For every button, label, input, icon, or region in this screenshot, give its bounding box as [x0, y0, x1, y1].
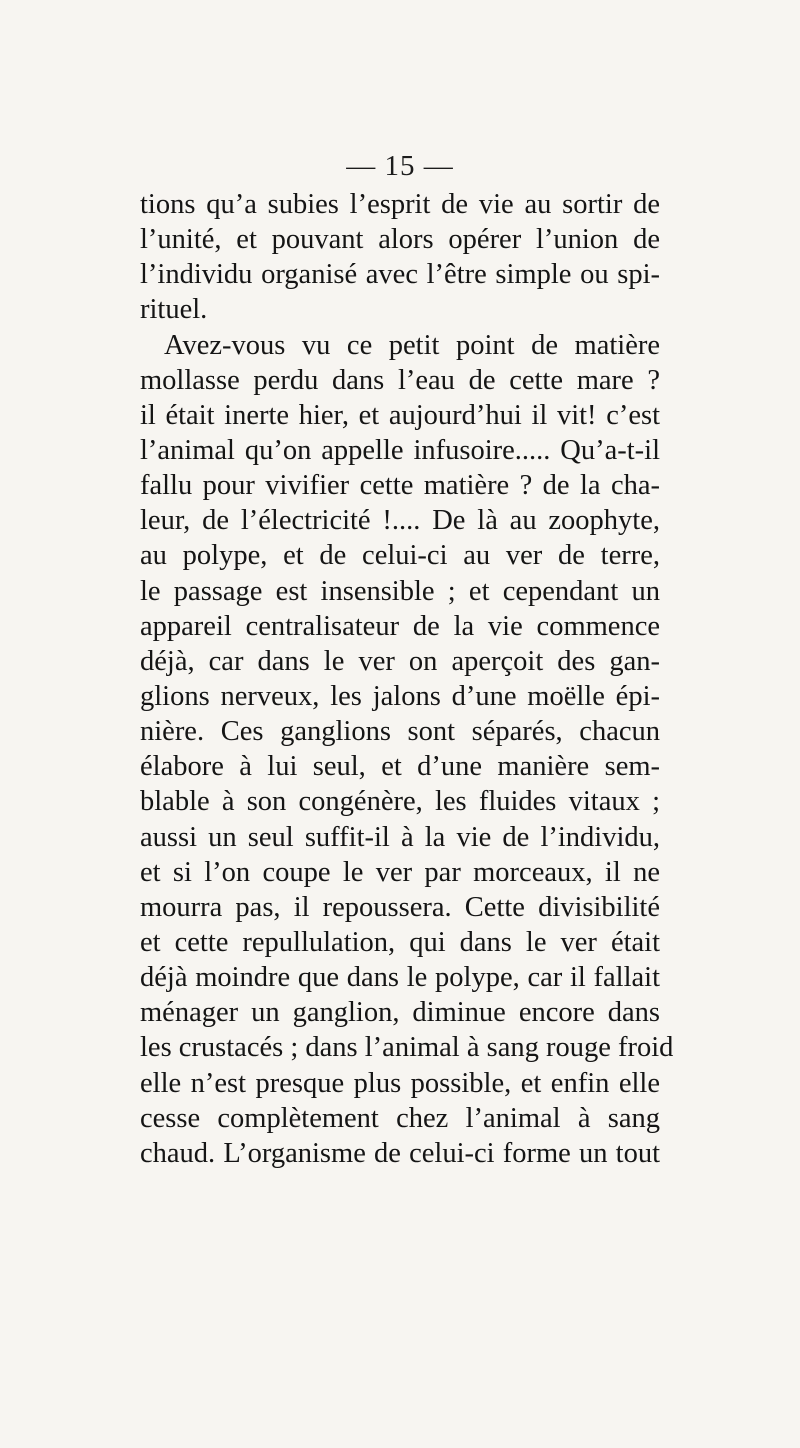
text-line: cesse complètement chez l’animal à sang	[140, 1102, 660, 1134]
text-line: et cette repullulation, qui dans le ver était	[140, 926, 660, 958]
text-line: élabore à lui seul, et d’une manière sem-	[140, 751, 660, 783]
page-number: — 15 —	[346, 150, 454, 182]
text-line: le passage est insensible ; et cependant un	[140, 575, 660, 607]
text-line: aussi un seul suffit-il à la vie de l’individu,	[140, 821, 660, 853]
text-line: elle n’est presque plus possible, et enfin elle	[140, 1067, 660, 1099]
text-line: chaud. L’organisme de celui-ci forme un tout	[140, 1137, 660, 1169]
text-line: l’individu organisé avec l’être simple ou spi-	[140, 259, 660, 291]
text-line: fallu pour vivifier cette matière ? de la cha-	[140, 470, 660, 502]
text-line: au polype, et de celui-ci au ver de terre,	[140, 540, 660, 572]
text-line: l’animal qu’on appelle infusoire..... Qu’a-t-il	[140, 434, 660, 466]
text-line: mourra pas, il repoussera. Cette divisibilité	[140, 891, 660, 923]
body-text	[140, 187, 674, 1171]
text-line: glions nerveux, les jalons d’une moëlle épi-	[140, 680, 660, 712]
text-line: déjà moindre que dans le polype, car il fallait	[140, 962, 660, 994]
text-line: mollasse perdu dans l’eau de cette mare ?	[140, 364, 660, 396]
text-line: l’unité, et pouvant alors opérer l’union de	[140, 224, 660, 256]
text-line: déjà, car dans le ver on aperçoit des gan-	[140, 645, 660, 677]
text-line: nière. Ces ganglions sont séparés, chacun	[140, 716, 660, 748]
text-line: et si l’on coupe le ver par morceaux, il ne	[140, 856, 660, 888]
text-line: Avez-vous vu ce petit point de matière	[164, 329, 660, 361]
text-line: leur, de l’électricité !.... De là au zoophyte,	[140, 505, 660, 537]
text-line: blable à son congénère, les fluides vitaux ;	[140, 786, 660, 818]
text-line: les crustacés ; dans l’animal à sang rouge froid	[140, 1032, 674, 1064]
text-line: rituel.	[140, 294, 208, 326]
text-line: appareil centralisateur de la vie commence	[140, 610, 660, 642]
text-line: ménager un ganglion, diminue encore dans	[140, 997, 660, 1029]
text-line: tions qu’a subies l’esprit de vie au sortir de	[140, 189, 660, 220]
text-line: il était inerte hier, et aujourd’hui il vit! c’est	[140, 399, 660, 431]
